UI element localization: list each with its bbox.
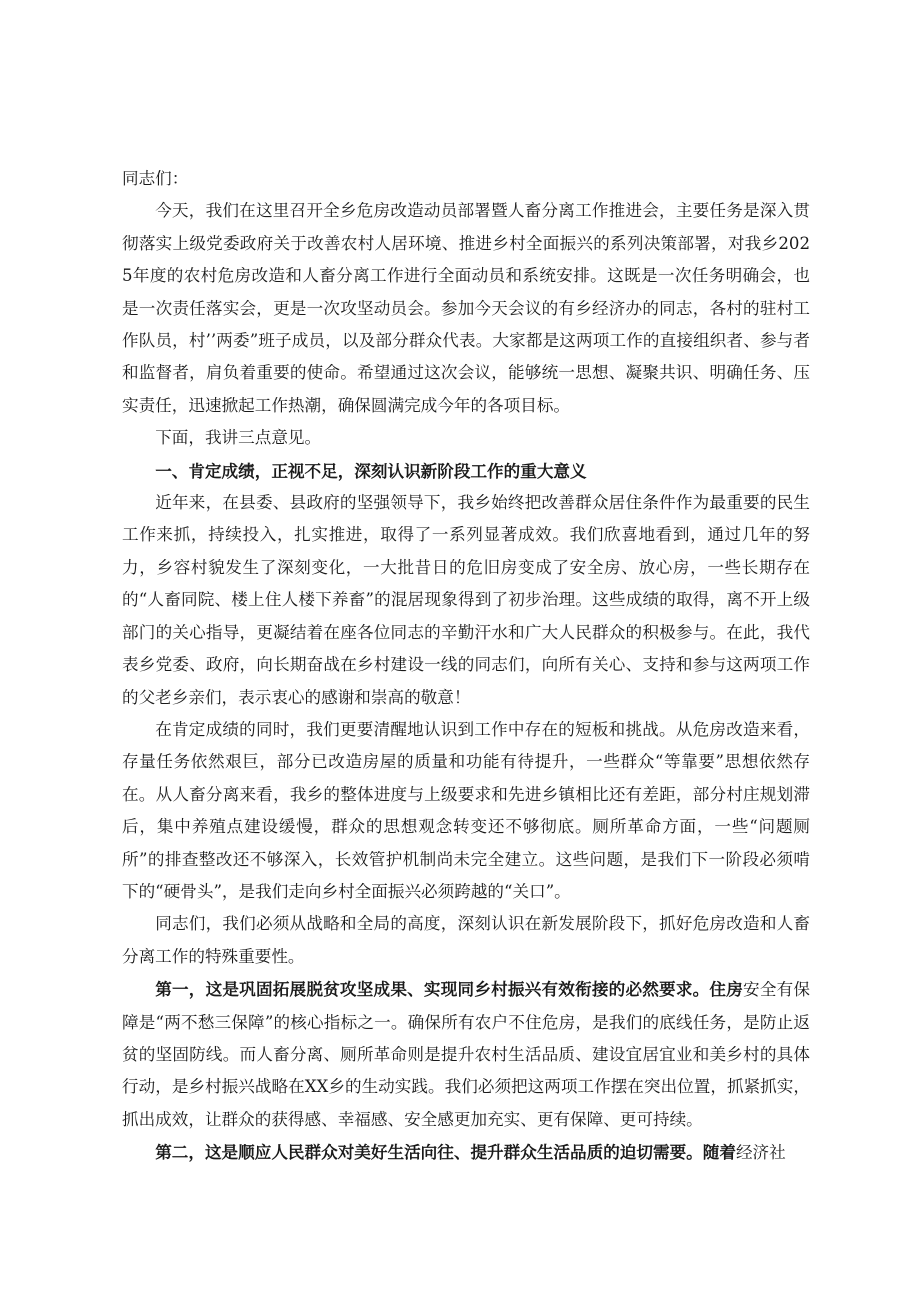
point-2-lead: 第二，这是顺应人民群众对美好生活向往、提升群众生活品质的迫切需要。随着: [155, 1142, 736, 1163]
document-page: [122, 163, 810, 1170]
paragraph-intro: 今天，我们在这里召开全乡危房改造动员部署暨人畜分离工作推进会，主要任务是深入贯彻落实上级党委政府关于改善农村人居环境、推进乡村全面振兴的系列决策部署，对我乡2025年度的农村危房改造和人畜分离工作进行全面动员和系统安排。这既是一次任务明确会，也是一次责任落实会，更是一次攻坚动员会。参加今天会议的有乡经济办的同志，各村的驻村工作队员，村’’两委”班子成员，以及部分群众代表。大家都是这两项工作的直接组织者、参与者和监督者，肩负着重要的使命。希望通过这次会议，能够统一思想、凝聚共识、明确任务、压实责任，迅速掀起工作热潮，确保圆满完成今年的各项目标。: [122, 201, 810, 415]
paragraph-achievements: 近年来，在县委、县政府的坚强领导下，我乡始终把改善群众居住条件作为最重要的民生工作来抓，持续投入，扎实推进，取得了一系列显著成效。我们欣喜地看到，通过几年的努力，乡容村貌发生了深刻变化，一大批昔日的危旧房变成了安全房、放心房，一些长期存在的“人畜同院、楼上住人楼下养畜”的混居现象得到了初步治理。这些成绩的取得，离不开上级部门的关心指导，更凝结着在座各位同志的辛勤汗水和广大人民群众的积极参与。在此，我代表乡党委、政府，向长期奋战在乡村建设一线的同志们，向所有关心、支持和参与这两项工作的父老乡亲们，表示衷心的感谢和崇高的敬意！: [122, 493, 810, 707]
salutation: 同志们：: [122, 169, 189, 188]
paragraph-importance: 同志们，我们必须从战略和全局的高度，深刻认识在新发展阶段下，抓好危房改造和人畜分离工作的特殊重要性。: [122, 914, 810, 966]
paragraph-shortcomings: 在肯定成绩的同时，我们更要清醒地认识到工作中存在的短板和挑战。从危房改造来看，存量任务依然艰巨，部分已改造房屋的质量和功能有待提升，一些群众“等靠要”思想依然存在。从人畜分离来看，我乡的整体进度与上级要求和先进乡镇相比还有差距，部分村庄规划滞后，集中养殖点建设缓慢，群众的思想观念转变还不够彻底。厕所革命方面，一些“问题厕所”的排查整改还不够深入，长效管护机制尚未完全建立。这些问题，是我们下一阶段必须啃下的“硬骨头”，是我们走向乡村全面振兴必须跨越的“关口”。: [122, 719, 810, 901]
section-heading-1: 一、肯定成绩，正视不足，深刻认识新阶段工作的重大意义: [155, 460, 587, 481]
paragraph-transition: 下面，我讲三点意见。: [155, 428, 322, 448]
point-2-body: 经济社: [735, 1143, 786, 1163]
point-1-lead: 第一，这是巩固拓展脱贫攻坚成果、实现同乡村振兴有效衔接的必然要求。住房: [155, 979, 744, 1000]
paragraph-point-1: [122, 973, 810, 1136]
point-1-body: 安全有保障是“两不愁三保障”的核心指标之一。确保所有农户不住危房，是我们的底线任务，是防止返贫的坚固防线。而人畜分离、厕所革命则是提升农村生活品质、建设宜居宜业和美乡村的具体行动，是乡村振兴战略在XX乡的生动实践。我们必须把这两项工作摆在突出位置，抓紧抓实，抓出成效，让群众的获得感、幸福感、安全感更加充实、更有保障、更可持续。: [122, 980, 811, 1129]
paragraph-point-2: [122, 1136, 810, 1169]
